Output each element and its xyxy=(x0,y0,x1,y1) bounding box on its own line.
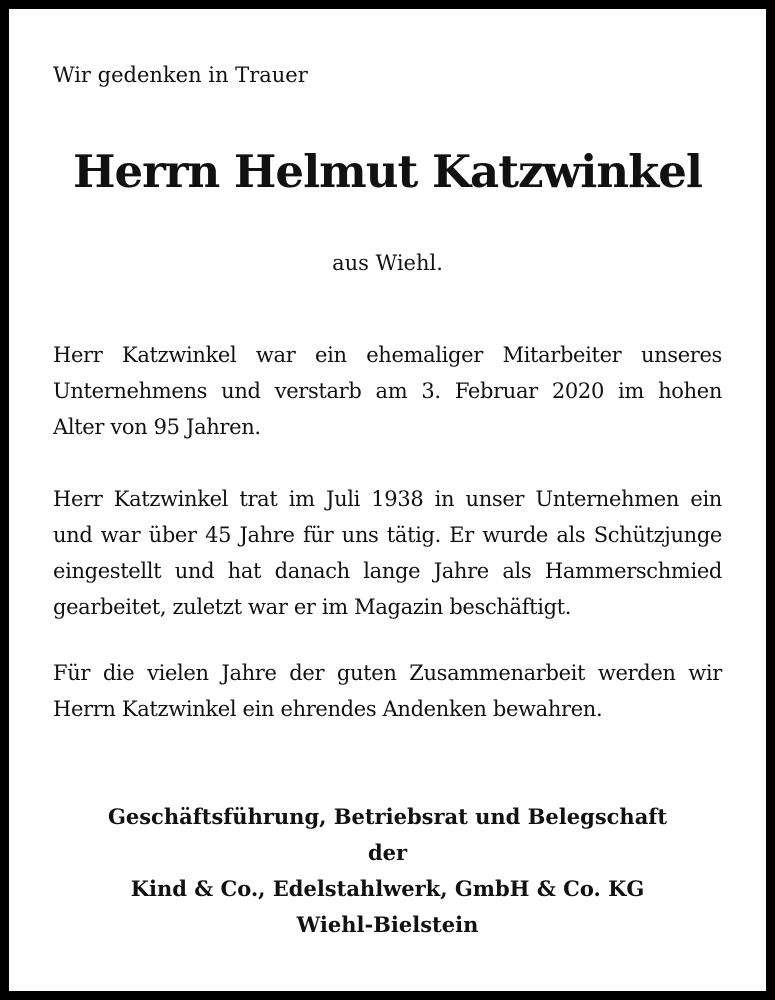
paragraph-line: Alter von 95 Jahren. xyxy=(53,415,261,439)
paragraph-line: Herr Katzwinkel war ein ehemaliger Mitarbeiter unseres xyxy=(53,343,722,367)
paragraph-line: Unternehmens und verstarb am 3. Februar 2020 im hohen xyxy=(53,379,722,403)
paragraph-employment xyxy=(53,337,722,445)
deceased-name: Herrn Helmut Katzwinkel xyxy=(72,145,703,198)
paragraph-line: und war über 45 Jahre für uns tätig. Er wurde als Schützjunge xyxy=(53,523,722,547)
signature-block xyxy=(9,799,766,943)
paragraph-line: Für die vielen Jahre der guten Zusammenarbeit werden wir xyxy=(53,661,722,685)
paragraph-line: Herr Katzwinkel trat im Juli 1938 in unser Unternehmen ein xyxy=(53,487,722,511)
signature-line-company: Kind & Co., Edelstahlwerk, GmbH & Co. KG xyxy=(130,876,645,901)
paragraph-career xyxy=(53,481,722,625)
intro-line: Wir gedenken in Trauer xyxy=(53,63,308,87)
signature-line-connector: der xyxy=(367,840,408,865)
paragraph-line: Herrn Katzwinkel ein ehrendes Andenken bewahren. xyxy=(53,697,603,721)
origin-line: aus Wiehl. xyxy=(332,251,443,275)
paragraph-line: eingestellt und hat danach lange Jahre als Hammerschmied xyxy=(53,559,722,583)
paragraph-remembrance xyxy=(53,655,722,727)
signature-line-location: Wiehl-Bielstein xyxy=(296,912,479,937)
signature-line-groups: Geschäftsführung, Betriebsrat und Belegschaft xyxy=(107,804,668,829)
paragraph-line: gearbeitet, zuletzt war er im Magazin beschäftigt. xyxy=(53,595,572,619)
